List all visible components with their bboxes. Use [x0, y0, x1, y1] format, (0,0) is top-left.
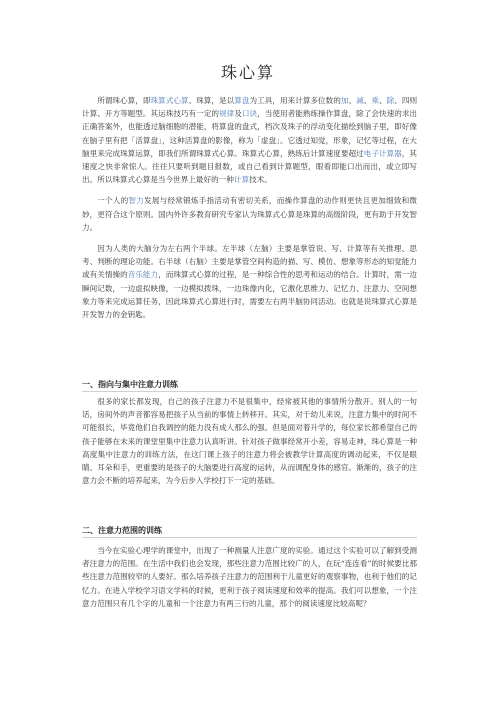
- text: 因为人类的大脑分为左右两个半球。左半球（左脑）主要是掌管说、写、计算等有关推理、思考、判断的理论功能。右半球（右脑）主要是掌管空间构造的描、写、模仿、想象等形态的知觉能力或有关情操的: [82, 244, 417, 280]
- paragraph-range: 当今在实验心理学的课堂中，出现了一种测量人注意广度的实验。通过这个实验可以了解到受测者注意力的范围。在生活中我们也会发现，那些注意力范围比较广的人，在玩“连连看”的时候要比那些注意力范围较窄的人要好。那么培养孩子注意力的范围利于儿童更好的观察事物，也利于他们的记忆力。在进入学校学习语文学科的时候，更利于孩子阅读速度和效率的提高。我们可以想象，一个注意力范围只有几个字的儿童和一个注意力有两三行的儿童，那个的阅读速度比较高呢？: [82, 546, 417, 608]
- section-heading-attention: 一、指向与集中注意力训练: [82, 380, 178, 389]
- text: 、: [363, 96, 372, 105]
- text: ，而珠算式心算的过程，是一种综合性的思考和运动的结合。计算时，需一边瞬间记数，一边虚拟映像，一边模拟拨珠，一边珠像内化，它激化思维力、记忆力、注意力、空间想象力等来完成运算任务，因此珠算式心算进行时，需要左右两半脑协同活动。也就是说珠算式心算是开发智力的金钥匙。: [82, 270, 418, 320]
- text: 发展与经常锻炼手指活动有密切关系，而操作算盘的动作则更快且更加细致和微妙，更符合这个原则。国内外许多教育研究专家认为珠算式心算是珠算的高级阶段，更有助于开发智力。: [82, 196, 418, 232]
- text: ，当使用者能熟练操作算盘，除了会快速的求出正确答案外，也能透过脑细胞的潜能，将算盘的盘式，档次及珠子的浮动变化描绘到脑子里，即好像在脑子里有把「活算盘」，这种活算盘的影像，称为「虚盘」。它透过知觉，形象，记忆等过程，在大脑里来完成珠算运算，即我们所谓珠算式心算。珠算式心算，熟练后计算速度要超过: [82, 109, 418, 158]
- text: 、: [348, 96, 357, 105]
- link-computer[interactable]: 电子计算器: [363, 148, 402, 158]
- link-rule[interactable]: 规律: [219, 109, 235, 119]
- text: 技术。: [249, 175, 272, 185]
- paragraph-definition: [82, 94, 417, 186]
- text: 为工具，用来计算多位数的: [249, 96, 341, 105]
- text: 所谓珠心算，即: [97, 96, 151, 105]
- page-title: 珠心算: [220, 63, 275, 82]
- section-divider: [82, 391, 417, 392]
- link-intelligence[interactable]: 智力: [128, 196, 145, 206]
- paragraph-intelligence: [82, 194, 417, 234]
- text: 、: [379, 96, 387, 105]
- text: 、四则计算、开方等题型。其运珠技巧有一定的: [82, 96, 418, 119]
- text: ，其速度之快非常惊人。往往只要听到题目报数，或自己看到计算题型，眼看即能口出而出，或立即写出。所以珠算式心算是当今世界上最好的一种: [82, 148, 418, 185]
- paragraph-attention: 很多的家长都发现，自己的孩子注意力不是很集中，经常被其他的事情所分散开。别人的一句话，房间外的声音都容易把孩子从当前的事情上转移开。其实，对于幼儿来说，注意力集中的时间不可能很长，毕竟他们自我调控的能力没有成人那么的强。但是面对着升学的，每位家长都希望自己的孩子能够在未来的课堂里集中注意力认真听讲。针对孩子做事经常开小差，容易走神，珠心算是一种高度集中注意力的训练方法，在这门课上孩子的注意力将会被教学计算高度的调动起来，不仅是眼睛、耳朵和手，更重要的是孩子的大脑要进行高度的运转，从而调配身体的感官。渐渐的，孩子的注意力会不断的培养起来，为今后步入学校打下一定的基础。: [82, 397, 417, 486]
- section-range-block: [82, 544, 417, 610]
- link-abacus[interactable]: 算盘: [234, 96, 250, 105]
- link-multiply[interactable]: 乘: [371, 96, 380, 105]
- text: 一个人的: [97, 196, 129, 206]
- section-divider: [82, 537, 417, 538]
- link-abacus-mental[interactable]: 珠算式心算: [150, 96, 189, 105]
- text: 及: [234, 109, 242, 119]
- section-heading-range: 二、注意力范围的训练: [82, 526, 162, 535]
- intro-paragraph-block: [82, 94, 417, 321]
- link-mnemonic[interactable]: 口诀: [241, 109, 258, 119]
- link-subtract[interactable]: 减: [356, 96, 364, 105]
- link-music[interactable]: 音乐能力: [127, 270, 159, 280]
- paragraph-brain: [82, 242, 417, 321]
- link-add[interactable]: 加: [340, 96, 349, 105]
- link-calc-tech[interactable]: 计算: [233, 175, 250, 185]
- link-divide[interactable]: 除: [386, 96, 395, 105]
- section-attention-block: [82, 395, 417, 487]
- text: 、珠算，是以: [188, 96, 235, 105]
